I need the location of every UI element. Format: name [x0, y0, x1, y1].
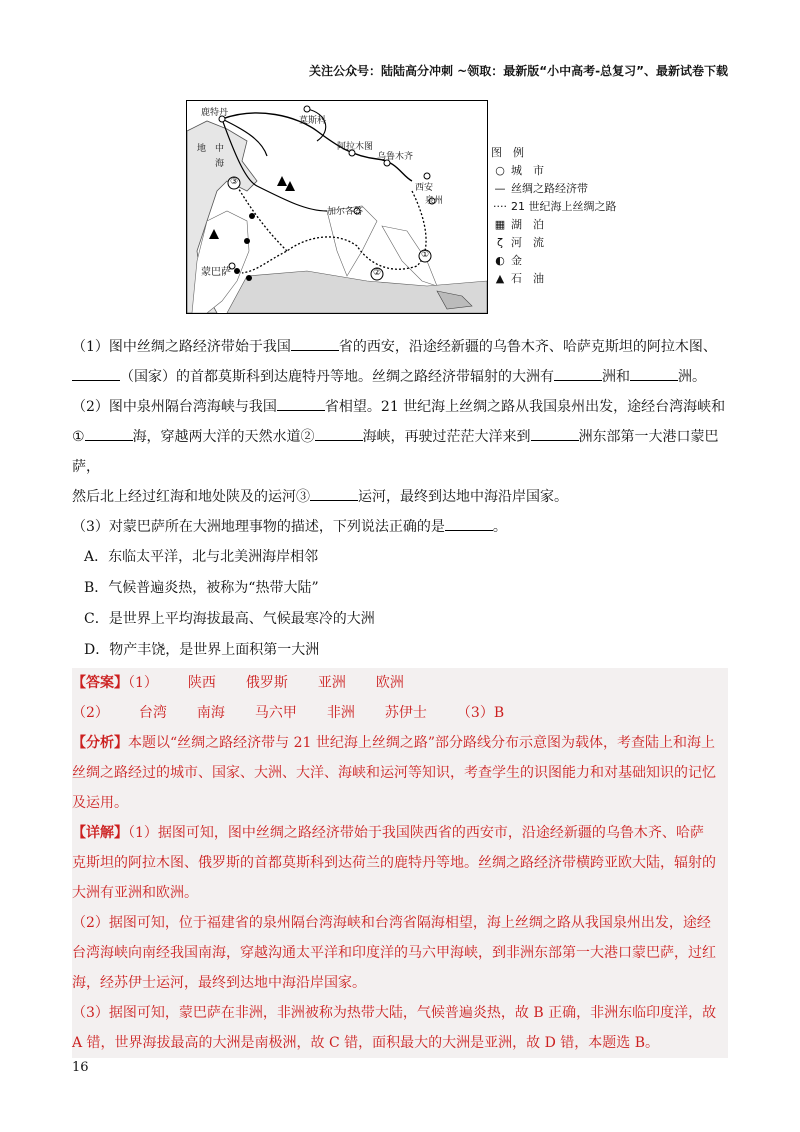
- detail1-line1: 【详解】（1）据图可知，图中丝绸之路经济带始于我国陕西省的西安市，沿途经新疆的乌鲁木齐、哈萨: [72, 825, 704, 841]
- option-a[interactable]: A．东临太平洋，北与北美洲海岸相邻: [84, 549, 319, 565]
- option-d[interactable]: D．物产丰饶，是世界上面积第一大洲: [84, 642, 320, 658]
- legend-title: 图 例: [491, 146, 524, 159]
- map-label-quanzhou: 泉州: [425, 196, 444, 206]
- detail2-line2: 台湾海峡向南经我国南海，穿越沟通太平洋和印度洋的马六甲海峡，到非洲东部第一大港口蒙巴萨，过红: [72, 945, 716, 961]
- legend-item: — 丝绸之路经济带: [491, 180, 617, 198]
- map-label-sea2: 中: [215, 144, 225, 154]
- gold-symbol: [249, 213, 255, 219]
- map-label-xian: 西安: [415, 183, 434, 193]
- answer-blank[interactable]: [445, 516, 493, 531]
- legend-item: ○ 城 市: [491, 162, 617, 180]
- answer-blank[interactable]: [85, 426, 133, 441]
- map-label-sea1: 地: [197, 144, 207, 154]
- answer-blank[interactable]: [315, 426, 363, 441]
- answer-blank[interactable]: [554, 366, 602, 381]
- answer-blank[interactable]: [72, 366, 120, 381]
- answer-blank[interactable]: [277, 396, 325, 411]
- q2-line3: 然后北上经过红海和地处陕及的运河③ 运河，最终到达地中海沿岸国家。: [72, 482, 728, 512]
- detail2-line3: 海，经苏伊士运河，最终到达地中海沿岸国家。: [72, 975, 366, 991]
- gold-symbol: [246, 275, 252, 281]
- option-b[interactable]: B．气候普遍炎热，被称为“热带大陆”: [84, 580, 319, 596]
- detail3-line2: A 错，世界海拔最高的大洲是南极洲，故 C 错，面积最大的大洲是亚洲，故 D 错，本题选 B。: [72, 1035, 660, 1051]
- map-label-moscow: 莫斯科: [299, 116, 327, 126]
- answer-blank[interactable]: [630, 366, 678, 381]
- map-label-sea3: 海: [215, 159, 225, 169]
- gold-symbol: [234, 268, 240, 274]
- map-marker-2: ②: [373, 268, 382, 278]
- answer-blank[interactable]: [291, 336, 339, 351]
- detail2-line1: （2）据图可知，位于福建省的泉州隔台湾海峡和台湾省隔海相望，海上丝绸之路从我国泉州出发，途经: [72, 915, 711, 931]
- silk-road-map: [186, 100, 488, 314]
- map-legend: [491, 144, 617, 288]
- sea-route-legend-icon: ····: [493, 200, 507, 213]
- river-legend-icon: ζ: [497, 236, 503, 249]
- answer-section: [72, 668, 728, 1058]
- q3-stem: （3）对蒙巴萨所在大洲地理事物的描述，下列说法正确的是 。: [72, 512, 728, 542]
- city-legend-icon: ○: [495, 164, 505, 177]
- gold-symbol: [244, 238, 250, 244]
- detail3-line1: （3）据图可知，蒙巴萨在非洲，非洲被称为热带大陆，气候普遍炎热，故 B 正确，非洲东临印度洋，故: [72, 1005, 717, 1021]
- page-header: 关注公众号：陆陆高分冲刺 ~领取：最新版“小中高考-总复习”、最新试卷下载: [309, 64, 728, 78]
- legend-item: ▲ 石 油: [491, 270, 617, 288]
- legend-item: ▦ 湖 泊: [491, 216, 617, 234]
- detail1-line2: 克斯坦的阿拉木图、俄罗斯的首都莫斯科到达荷兰的鹿特丹等地。丝绸之路经济带横跨亚欧大陆，辐射的: [72, 855, 716, 871]
- city-marker: [304, 106, 310, 112]
- answer-line2: （2） 台湾 南海 马六甲 非洲 苏伊士 （3）B: [72, 705, 505, 721]
- lake-legend-icon: ▦: [494, 218, 506, 231]
- q1-line1: （1）图中丝绸之路经济带始于我国 省的西安，沿途经新疆的乌鲁木齐、哈萨克斯坦的阿拉木图、: [72, 332, 728, 362]
- map-label-urumqi: 乌鲁木齐: [377, 152, 414, 162]
- oil-legend-icon: ▲: [495, 272, 505, 285]
- q2-line1: （2）图中泉州隔台湾海峡与我国 省相望。21 世纪海上丝绸之路从我国泉州出发，途经台湾海峡和: [72, 392, 728, 422]
- detail1-line3: 大洲有亚洲和欧洲。: [72, 885, 198, 901]
- option-c[interactable]: C．是世界上平均海拔最高、气候最寒冷的大洲: [84, 611, 375, 627]
- page-number: 16: [72, 1060, 89, 1075]
- legend-item: ζ 河 流: [491, 234, 617, 252]
- map-marker-1: ①: [421, 250, 430, 260]
- land-route-legend-icon: —: [494, 182, 506, 195]
- answer-blank[interactable]: [531, 426, 579, 441]
- map-marker-3: ③: [230, 177, 239, 187]
- q2-line2: ① 海，穿越两大洋的天然水道② 海峡，再驶过茫茫大洋来到 洲东部第一大港口蒙巴萨，: [72, 422, 728, 482]
- city-marker: [424, 173, 430, 179]
- question-content: [72, 332, 728, 1058]
- legend-item: ···· 21 世纪海上丝绸之路: [491, 198, 617, 216]
- analysis-line3: 及运用。: [72, 795, 128, 811]
- map-label-rotterdam: 鹿特丹: [201, 108, 229, 118]
- analysis-line2: 丝绸之路经过的城市、国家、大洲、大洋、海峡和运河等知识，考查学生的识图能力和对基础知识的记忆: [72, 765, 716, 781]
- legend-item: ◐ 金: [491, 252, 617, 270]
- q1-line2: （国家）的首都莫斯科到达鹿特丹等地。丝绸之路经济带辐射的大洲有 洲和 洲。: [72, 362, 728, 392]
- map-label-calcutta: 加尔各答: [327, 207, 364, 217]
- analysis-line1: 【分析】本题以“丝绸之路经济带与 21 世纪海上丝绸之路”部分路线分布示意图为载体，考查陆上和海上: [72, 735, 716, 751]
- answer-blank[interactable]: [310, 486, 358, 501]
- gold-legend-icon: ◐: [495, 254, 505, 267]
- answer-line1: 【答案】（1） 陕西 俄罗斯 亚洲 欧洲: [72, 675, 404, 691]
- map-label-almaty: 阿拉木图: [337, 142, 374, 152]
- map-label-mombasa: 蒙巴萨: [201, 267, 231, 278]
